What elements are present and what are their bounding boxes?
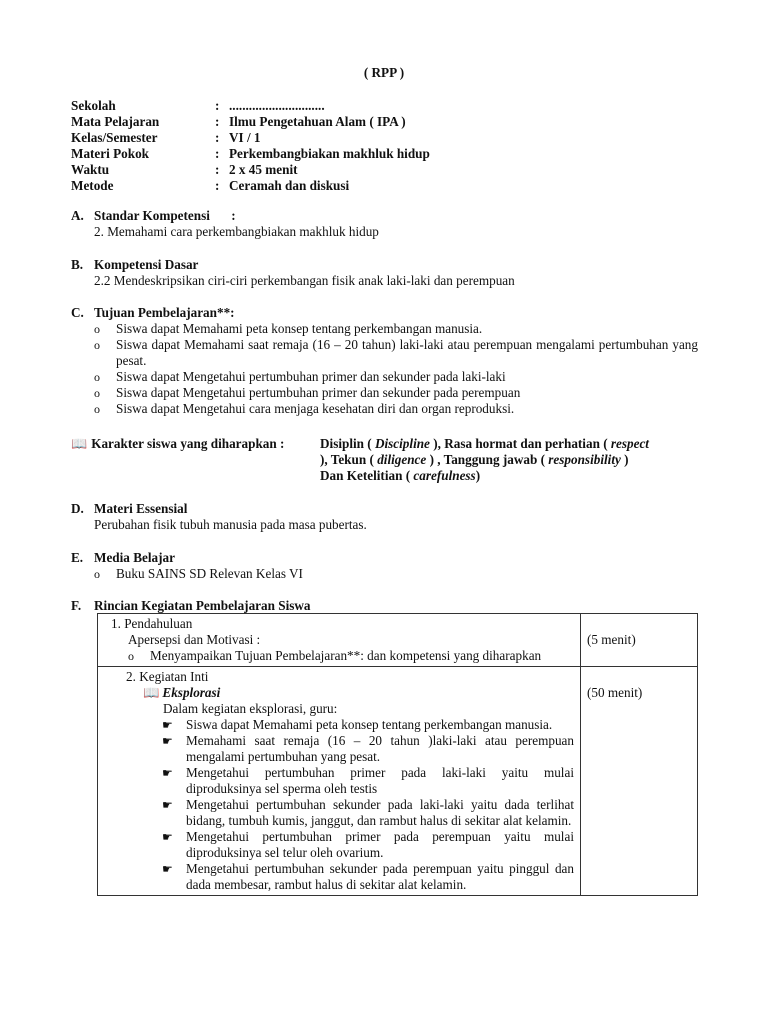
karakter-label: Karakter siswa yang diharapkan : (91, 436, 285, 451)
meta-label: Sekolah (71, 98, 116, 113)
karakter-values-3: Dan Ketelitian ( carefulness) (320, 468, 481, 483)
time-cell: (50 menit) (581, 667, 698, 896)
list-item: o Siswa dapat Mengetahui pertumbuhan primer dan sekunder pada perempuan (94, 385, 698, 401)
pointing-hand-icon: ☛ (162, 734, 173, 748)
pointing-hand-icon: ☛ (162, 766, 173, 780)
meta-label: Mata Pelajaran (71, 114, 160, 129)
list-item: o Menyampaikan Tujuan Pembelajaran**: dan kompetensi yang diharapkan (128, 648, 542, 663)
list-item: ☛ Mengetahui pertumbuhan primer pada laki-laki yaitu mulai diproduksinya sel sperma oleh testis (162, 765, 574, 796)
row-heading: 1. Pendahuluan (111, 616, 193, 631)
book-icon: 📖 (71, 436, 88, 451)
section-a-heading: A. Standar Kompetensi : (71, 208, 236, 223)
meta-row-materi (71, 146, 691, 162)
meta-label: Kelas/Semester (71, 130, 158, 145)
book-icon: 📖 (143, 685, 160, 700)
section-e-heading: E. Media Belajar (71, 550, 175, 565)
meta-row-sekolah (71, 98, 691, 114)
list-item: ☛ Mengetahui pertumbuhan primer pada perempuan yaitu mulai diproduksinya sel telur oleh ovarium. (162, 829, 574, 860)
activities-table (97, 613, 698, 896)
list-item: o Siswa dapat Mengetahui cara menjaga kesehatan diri dan organ reproduksi. (94, 401, 698, 417)
meta-value: Perkembangbiakan makhluk hidup (229, 146, 430, 161)
row-heading: 2. Kegiatan Inti (126, 669, 209, 684)
pointing-hand-icon: ☛ (162, 830, 173, 844)
meta-colon: : (215, 98, 220, 113)
meta-colon: : (215, 178, 220, 193)
media-list (94, 566, 698, 582)
identity-block (71, 98, 691, 194)
meta-row-kelas (71, 130, 691, 146)
objectives-list (94, 321, 698, 417)
section-f-heading: F. Rincian Kegiatan Pembelajaran Siswa (71, 598, 311, 613)
section-a-text: 2. Memahami cara perkembangbiakan makhluk hidup (94, 224, 379, 239)
meta-colon: : (215, 162, 220, 177)
list-item: ☛ Mengetahui pertumbuhan sekunder pada laki-laki yaitu dada terlihat bidang, tumbuh kumis, janggut, dan rambut halus di sekitar alat kelamin. (162, 797, 574, 828)
list-item: o Siswa dapat Memahami peta konsep tentang perkembangan manusia. (94, 321, 698, 337)
meta-value: Ilmu Pengetahuan Alam ( IPA ) (229, 114, 406, 129)
document-title: ( RPP ) (363, 65, 405, 80)
meta-value: VI / 1 (229, 130, 261, 145)
meta-row-waktu (71, 162, 691, 178)
karakter-block (71, 436, 701, 484)
activity-cell (98, 667, 581, 896)
eksplorasi-intro: Dalam kegiatan eksplorasi, guru: (163, 701, 338, 716)
meta-colon: : (215, 146, 220, 161)
time-cell: (5 menit) (581, 614, 698, 667)
list-item: o Buku SAINS SD Relevan Kelas VI (94, 566, 698, 582)
meta-value: Ceramah dan diskusi (229, 178, 350, 193)
section-d-heading: D. Materi Essensial (71, 501, 188, 516)
section-b-text: 2.2 Mendeskripsikan ciri-ciri perkembangan fisik anak laki-laki dan perempuan (94, 273, 515, 288)
meta-colon: : (215, 130, 220, 145)
meta-row-metode (71, 178, 691, 194)
list-item: ☛ Siswa dapat Memahami peta konsep tentang perkembangan manusia. (162, 717, 553, 732)
pointing-hand-icon: ☛ (162, 718, 173, 732)
karakter-values-2: ), Tekun ( diligence ) , Tanggung jawab ( responsibility ) (320, 452, 629, 467)
pointing-hand-icon: ☛ (162, 862, 173, 876)
table-row (98, 614, 698, 667)
meta-row-mapel (71, 114, 691, 130)
list-item: o Siswa dapat Memahami saat remaja (16 – 20 tahun) laki-laki atau perempuan mengalami pertumbuhan yang pesat. (94, 337, 698, 369)
table-row (98, 667, 698, 896)
list-item: o Siswa dapat Mengetahui pertumbuhan primer dan sekunder pada laki-laki (94, 369, 698, 385)
list-item: ☛ Memahami saat remaja (16 – 20 tahun )laki-laki atau perempuan mengalami pertumbuhan yang pesat. (162, 733, 574, 764)
activity-cell (98, 614, 581, 667)
list-item: ☛ Mengetahui pertumbuhan sekunder pada perempuan yaitu pinggul dan dada membesar, rambut halus di sekitar alat kelamin. (162, 861, 574, 892)
meta-label: Materi Pokok (71, 146, 150, 161)
eksplorasi-heading: 📖 Eksplorasi (143, 685, 221, 700)
meta-value: ............................. (229, 98, 325, 113)
pointing-hand-icon: ☛ (162, 798, 173, 812)
bullet-icon: o (128, 649, 134, 663)
karakter-values-1: Disiplin ( Discipline ), Rasa hormat dan perhatian ( respect (320, 436, 649, 451)
section-b-heading: B. Kompetensi Dasar (71, 257, 199, 272)
row-subheading: Apersepsi dan Motivasi : (128, 632, 261, 647)
section-c-heading: C. Tujuan Pembelajaran**: (71, 305, 235, 320)
meta-label: Waktu (71, 162, 110, 177)
meta-value: 2 x 45 menit (229, 162, 298, 177)
section-d-text: Perubahan fisik tubuh manusia pada masa pubertas. (94, 517, 367, 532)
meta-colon: : (215, 114, 220, 129)
meta-label: Metode (71, 178, 114, 193)
